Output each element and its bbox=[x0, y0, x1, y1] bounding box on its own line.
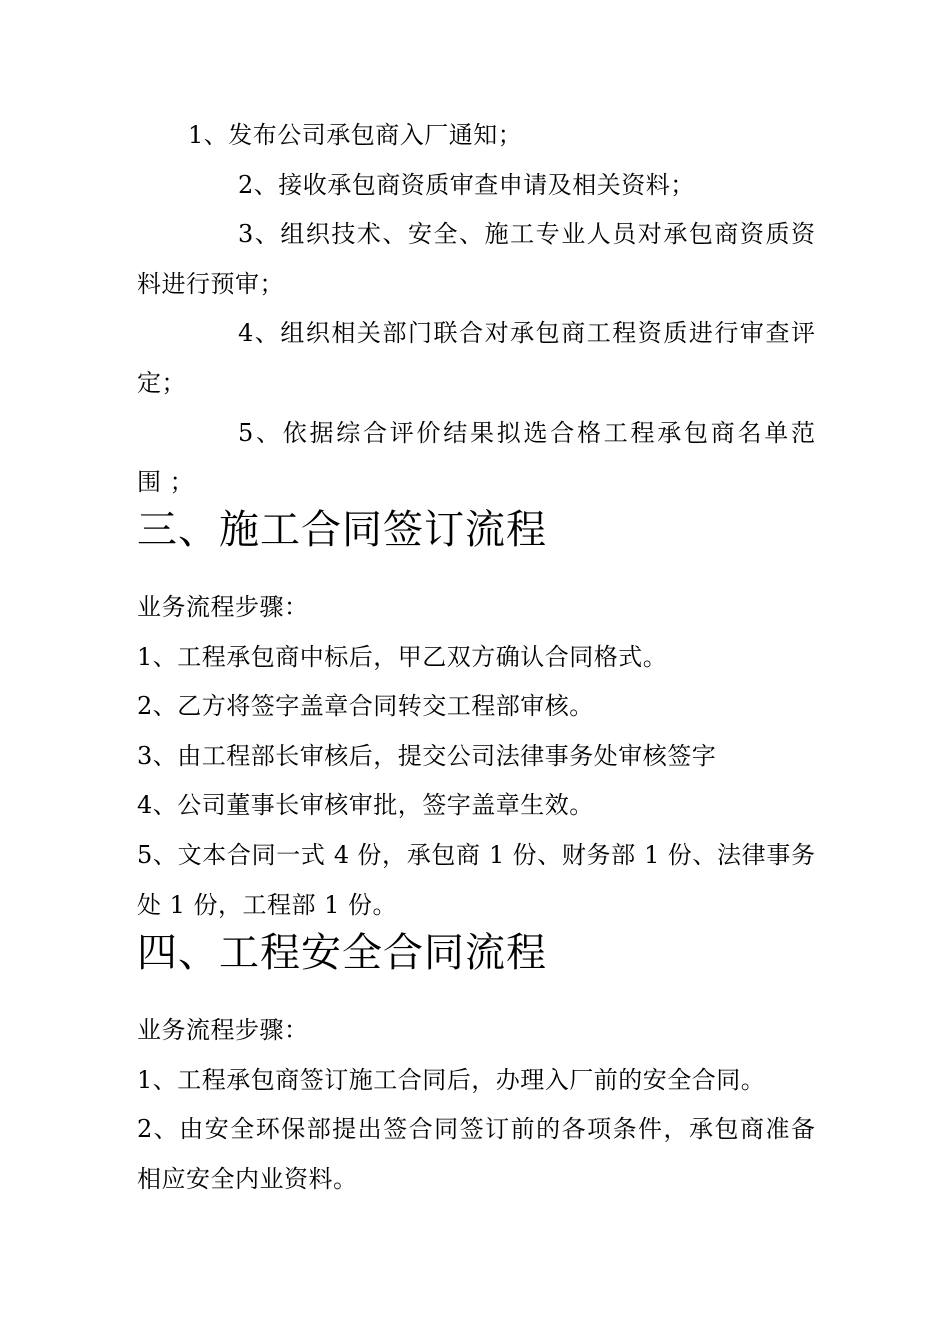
intro-step-4-line-2: 定； bbox=[137, 369, 186, 397]
intro-step-5-line-2: 围 ； bbox=[137, 468, 195, 496]
section-4-step-2-line-2: 相应安全内业资料。 bbox=[137, 1165, 358, 1193]
intro-step-3-line-2: 料进行预审； bbox=[137, 270, 284, 298]
section-3-step-5-line-2: 处 1 份，工程部 1 份。 bbox=[137, 891, 398, 919]
section-3-title: 三、施工合同签订流程 bbox=[137, 507, 547, 553]
section-3-label: 业务流程步骤： bbox=[137, 593, 309, 621]
section-3-step-1: 1、工程承包商中标后，甲乙双方确认合同格式。 bbox=[137, 643, 668, 671]
section-3-step-4: 4、公司董事长审核审批，签字盖章生效。 bbox=[137, 791, 594, 819]
section-3-step-2: 2、乙方将签字盖章合同转交工程部审核。 bbox=[137, 692, 594, 720]
intro-step-4-line-1: 4、组织相关部门联合对承包商工程资质进行审查评 bbox=[238, 319, 815, 347]
section-4-label: 业务流程步骤： bbox=[137, 1016, 309, 1044]
section-4-step-2-line-1: 2、由安全环保部提出签合同签订前的各项条件，承包商准备 bbox=[137, 1115, 815, 1143]
intro-step-1: 1、发布公司承包商入厂通知； bbox=[188, 121, 523, 149]
intro-step-2: 2、接收承包商资质审查申请及相关资料； bbox=[238, 171, 695, 199]
intro-step-5-line-1: 5、依据综合评价结果拟选合格工程承包商名单范 bbox=[238, 419, 815, 447]
section-4-step-1: 1、工程承包商签订施工合同后，办理入厂前的安全合同。 bbox=[137, 1066, 766, 1094]
intro-step-3-line-1: 3、组织技术、安全、施工专业人员对承包商资质资 bbox=[238, 220, 815, 248]
section-4-title: 四、工程安全合同流程 bbox=[137, 930, 547, 976]
section-3-step-5-line-1: 5、文本合同一式 4 份，承包商 1 份、财务部 1 份、法律事务 bbox=[137, 841, 815, 869]
section-3-step-3: 3、由工程部长审核后，提交公司法律事务处审核签字 bbox=[137, 742, 717, 770]
